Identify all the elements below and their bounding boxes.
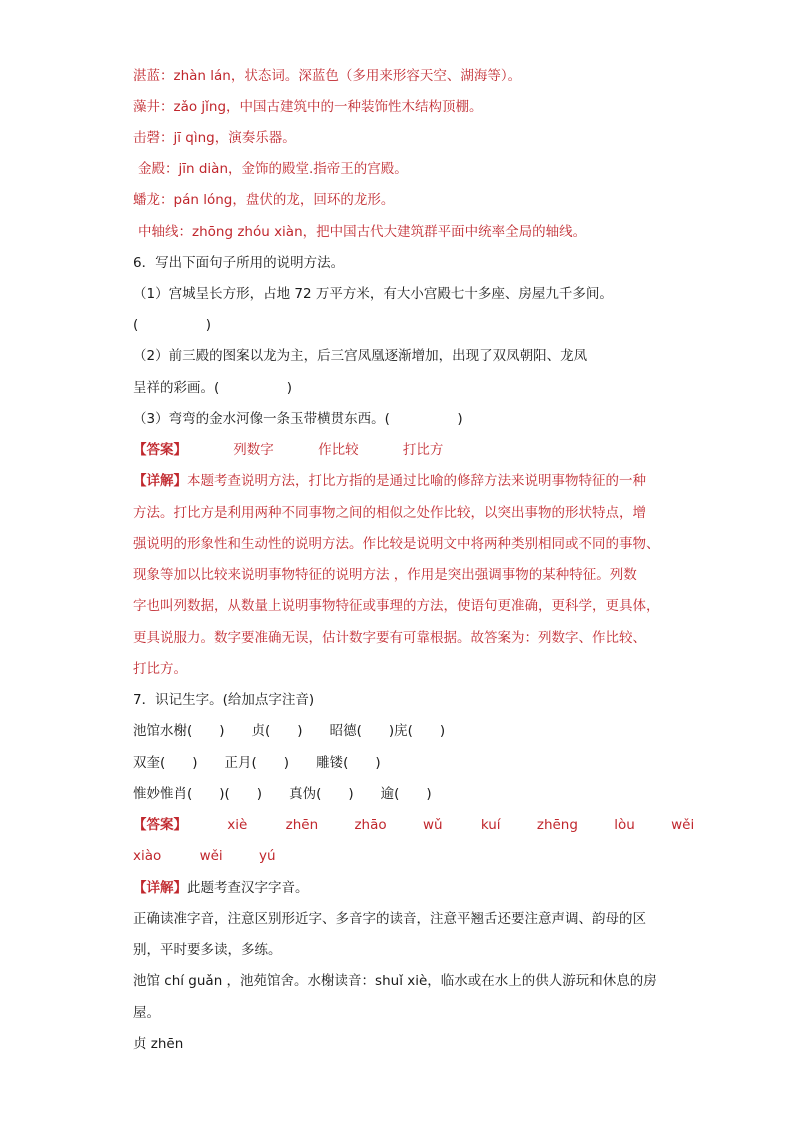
question-6-title: 6．写出下面句子所用的说明方法。	[133, 255, 345, 271]
question-6-detail-line: 更具说服力。数字要准确无误，估计数字要有可靠根据。故答案为：列数字、作比较、	[133, 630, 646, 646]
question-7-row: 惟妙惟肖( )( ) 真伪( ) 逾( )	[133, 786, 432, 802]
answer-value: kuí	[480, 817, 501, 833]
question-6-sentence-1: （1）宫城呈长方形，占地 72 万平方米，有大小宫殿七十多座、房屋九千多间。	[133, 286, 613, 302]
answer-label: 【答案】	[133, 442, 187, 458]
question-7-detail-line: 池馆 chí guǎn ，池苑馆舍。水榭读音：shuǐ xiè，临水或在水上的供人游玩和休息的房	[133, 973, 657, 989]
question-7-detail-line: 别，平时要多读，多练。	[133, 942, 282, 958]
question-7-title: 7．识记生字。(给加点字注音)	[133, 692, 315, 708]
vocab-line: 击磬：jī qìng，演奏乐器。	[133, 130, 296, 146]
question-6-detail-line: 强说明的形象性和生动性的说明方法。作比较是说明文中将两种类别相同或不同的事物、	[133, 536, 660, 552]
question-6-detail-line: 现象等加以比较来说明事物特征的说明方法 ，作用是突出强调事物的某种特征。列数	[133, 567, 637, 583]
answer-value: wěi	[671, 817, 695, 833]
detail-text: 本题考查说明方法，打比方指的是通过比喻的修辞方法来说明事物特征的一种	[187, 473, 646, 489]
answer-value: zhēn	[285, 817, 319, 833]
answer-label: 【答案】	[133, 817, 187, 833]
question-7-answer-cont	[133, 846, 276, 866]
answer-value: 作比较	[318, 442, 359, 458]
detail-text: 此题考查汉字字音。	[187, 880, 309, 896]
question-6-detail-line: 方法。打比方是利用两种不同事物之间的相似之处作比较，以突出事物的形状特点，增	[133, 505, 646, 521]
answer-value: yú	[258, 848, 276, 864]
detail-label: 【详解】	[133, 880, 187, 896]
vocab-line: 湛蓝：zhàn lán，状态词。深蓝色（多用来形容天空、湖海等）。	[133, 68, 522, 84]
question-6-answer	[133, 440, 443, 460]
question-7-answer	[133, 815, 694, 835]
answer-value: xiào	[133, 848, 162, 864]
question-6-sentence-2: （2）前三殿的图案以龙为主，后三宫凤凰逐渐增加，出现了双凤朝阳、龙凤	[133, 348, 588, 364]
vocab-line: 蟠龙：pán lóng，盘伏的龙，回环的龙形。	[133, 192, 395, 208]
answer-value: zhēng	[536, 817, 578, 833]
answer-value: xiè	[227, 817, 248, 833]
answer-value: zhāo	[354, 817, 387, 833]
question-6-detail-line	[133, 471, 646, 491]
question-7-row: 双奎( ) 正月( ) 雕镂( )	[133, 755, 381, 771]
answer-value: lòu	[614, 817, 635, 833]
question-6-blank-1: ( )	[133, 317, 212, 333]
detail-label: 【详解】	[133, 473, 187, 489]
question-7-detail-intro	[133, 878, 309, 898]
answer-value: 打比方	[402, 442, 444, 458]
question-7-detail-line: 屋。	[133, 1005, 160, 1021]
question-7-detail-line: 正确读准字音，注意区别形近字、多音字的读音，注意平翘舌还要注意声调、韵母的区	[133, 911, 646, 927]
question-6-detail-line: 字也叫列数据，从数量上说明事物特征或事理的方法，使语句更准确，更科学，更具体，	[133, 598, 660, 614]
answer-value: 列数字	[233, 442, 274, 458]
question-7-detail-line: 贞 zhēn	[133, 1036, 184, 1052]
vocab-line: 藻井：zǎo jǐng，中国古建筑中的一种装饰性木结构顶棚。	[133, 99, 483, 115]
answer-value: wǔ	[422, 817, 443, 833]
question-6-detail-line: 打比方。	[133, 661, 187, 677]
vocab-line: 金殿：jīn diàn，金饰的殿堂.指帝王的宫殿。	[138, 161, 408, 177]
vocab-line: 中轴线：zhōng zhóu xiàn，把中国古代大建筑群平面中统率全局的轴线。	[138, 224, 587, 240]
question-6-sentence-2-cont: 呈祥的彩画。( )	[133, 380, 293, 396]
answer-value: wěi	[199, 848, 223, 864]
question-7-row: 池馆水榭( ) 贞( ) 昭德( )庑( )	[133, 723, 446, 739]
question-6-sentence-3: （3）弯弯的金水河像一条玉带横贯东西。( )	[133, 411, 463, 427]
